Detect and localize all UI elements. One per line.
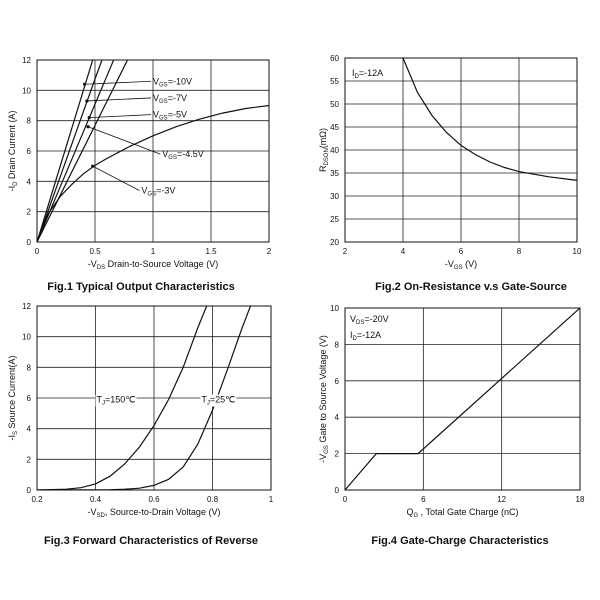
x-tick-label: 0.4 <box>89 495 102 504</box>
x-axis-label: $-V_{SD}$, Source-to-Drain Voltage (V) <box>87 507 221 519</box>
y-tick-label: 12 <box>22 302 31 311</box>
y-tick-label: 0 <box>26 238 31 247</box>
y-tick-label: 6 <box>334 376 339 386</box>
y-axis-label: $-I_D$ Drain Current (A) <box>7 110 19 192</box>
y-tick-label: 0 <box>26 486 31 495</box>
series-line <box>403 58 577 180</box>
x-tick-label: 1 <box>150 247 156 256</box>
leader-dot <box>88 116 91 119</box>
y-tick-label: 40 <box>330 146 339 155</box>
series-label: $V_{GS}=-3V$ <box>141 185 176 198</box>
x-tick-label: 0.6 <box>148 495 160 504</box>
condition-label: $V_{DS}=-20V$ <box>350 314 389 326</box>
x-tick-label: 2 <box>266 247 272 256</box>
y-tick-label: 2 <box>26 455 31 465</box>
x-tick-label: 1 <box>268 495 274 504</box>
leader-dot <box>83 83 86 86</box>
y-axis-label: $-V_{GS}$ Gate to Source Voltage (V) <box>318 335 330 463</box>
y-tick-label: 4 <box>26 177 31 187</box>
x-tick-label: 8 <box>516 247 522 256</box>
y-tick-label: 25 <box>330 215 339 224</box>
x-tick-label: 18 <box>575 495 585 504</box>
y-tick-label: 10 <box>330 304 339 313</box>
x-tick-label: 0.2 <box>31 495 43 504</box>
x-tick-label: 12 <box>497 495 507 504</box>
x-axis-label: $-V_{DS}$ Drain-to-Source Voltage (V) <box>87 259 219 271</box>
y-tick-label: 2 <box>334 449 339 459</box>
x-tick-label: 6 <box>421 495 426 504</box>
x-tick-label: 4 <box>400 247 406 256</box>
x-tick-label: 0 <box>34 247 40 256</box>
figure-caption: Fig.3 Forward Characteristics of Reverse <box>44 535 258 547</box>
leader-dot <box>85 99 88 102</box>
y-tick-label: 6 <box>26 147 31 156</box>
leader-line <box>93 166 140 190</box>
leader-dot <box>86 125 89 128</box>
y-tick-label: 2 <box>26 207 31 217</box>
y-tick-label: 0 <box>334 486 339 495</box>
leader-line <box>89 115 151 118</box>
series-label: $V_{GS}=-7V$ <box>153 92 187 105</box>
chart-2 <box>318 54 582 293</box>
x-tick-label: 6 <box>458 247 464 256</box>
x-tick-label: 0 <box>342 495 348 504</box>
x-tick-label: 2 <box>342 247 348 256</box>
leader-dot <box>91 165 94 168</box>
series-label: $V_{GS}=-5V$ <box>153 109 187 122</box>
y-tick-label: 55 <box>330 77 339 86</box>
x-tick-label: 10 <box>572 247 582 256</box>
y-axis-label: $-I_S$ Source Current(A) <box>7 355 19 441</box>
x-tick-label: 0.8 <box>206 495 219 504</box>
figure-caption: Fig.2 On-Resistance v.s Gate-Source <box>375 281 567 293</box>
y-tick-label: 4 <box>26 424 31 434</box>
y-axis-label: $R_{DSON}(m\Omega)$ <box>318 127 330 173</box>
y-tick-label: 12 <box>22 56 31 65</box>
chart-4 <box>318 304 585 547</box>
y-tick-label: 8 <box>26 363 31 373</box>
y-tick-label: 8 <box>334 340 339 350</box>
y-tick-label: 45 <box>330 123 339 132</box>
y-tick-label: 50 <box>330 100 339 109</box>
x-axis-label: $Q_G$ , Total Gate Charge (nC) <box>406 507 519 519</box>
y-tick-label: 10 <box>22 86 31 96</box>
figure-caption: Fig.4 Gate-Charge Characteristics <box>371 535 549 547</box>
y-tick-label: 30 <box>330 192 339 201</box>
chart-3 <box>7 302 274 547</box>
y-tick-label: 35 <box>330 169 339 178</box>
y-tick-label: 10 <box>22 332 31 342</box>
series-label: $V_{GS}=-4.5V$ <box>162 149 204 162</box>
series-label: $T_J=150℃$ <box>96 394 136 407</box>
figure-caption: Fig.1 Typical Output Characteristics <box>47 281 235 293</box>
y-tick-label: 60 <box>330 54 339 63</box>
x-tick-label: 1.5 <box>205 247 217 256</box>
condition-label: $I_D=-12A$ <box>350 330 382 342</box>
chart-1 <box>7 56 272 293</box>
y-tick-label: 8 <box>26 116 31 126</box>
series-label: $T_J=25℃$ <box>201 394 236 407</box>
y-tick-label: 6 <box>26 394 31 403</box>
y-tick-label: 4 <box>334 413 339 423</box>
y-tick-label: 20 <box>330 238 339 247</box>
condition-label: $I_D=-12A$ <box>352 68 384 80</box>
x-tick-label: 0.5 <box>89 247 101 256</box>
series-label: $V_{GS}=-10V$ <box>153 76 192 89</box>
x-axis-label: $-V_{GS}$ (V) <box>444 259 478 271</box>
